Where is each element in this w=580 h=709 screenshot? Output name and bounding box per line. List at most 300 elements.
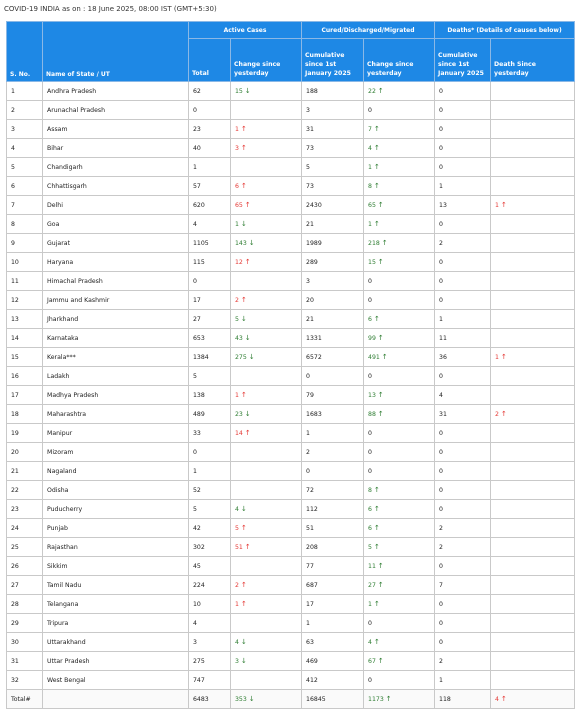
cell-active-total [189, 405, 231, 424]
cell-active-total-value: 1384 [193, 353, 209, 361]
cell-sno [7, 614, 43, 633]
cell-cured-cumulative [302, 690, 364, 709]
cell-active-total [189, 196, 231, 215]
cell-cured-cumulative [302, 177, 364, 196]
header-deaths-group: Deaths* (Details of causes below) [435, 22, 575, 39]
cell-cured-cumulative [302, 538, 364, 557]
cell-cured-cumulative-value: 0 [306, 467, 310, 475]
arrow-up-icon: ↑ [377, 581, 384, 589]
cell-active-total-value: 40 [193, 144, 201, 152]
cell-active-total-value: 1 [193, 467, 197, 475]
arrow-up-icon: ↑ [240, 391, 247, 399]
cell-state-value: Puducherry [47, 505, 83, 513]
arrow-up-icon: ↑ [377, 334, 384, 342]
covid-state-table [6, 21, 575, 709]
cell-active-total [189, 557, 231, 576]
cell-cured-change [364, 310, 435, 329]
cell-deaths-cumulative [435, 139, 491, 158]
cell-state-value: Sikkim [47, 562, 68, 570]
cell-active-change-value: 1 [235, 126, 239, 133]
cell-cured-cumulative-value: 16845 [306, 695, 326, 703]
cell-cured-cumulative-value: 5 [306, 163, 310, 171]
cell-active-change [231, 671, 302, 690]
cell-deaths-change [491, 500, 575, 519]
cell-cured-change [364, 367, 435, 386]
cell-cured-change-value: 0 [368, 676, 372, 684]
cell-sno-value: 30 [11, 638, 19, 646]
cell-active-change-value: 4 [235, 506, 239, 513]
cell-cured-cumulative-value: 73 [306, 144, 314, 152]
cell-active-total [189, 120, 231, 139]
cell-deaths-change [491, 671, 575, 690]
cell-state [43, 158, 189, 177]
cell-deaths-cumulative-value: 0 [439, 296, 443, 304]
cell-cured-cumulative [302, 500, 364, 519]
cell-state-value: Odisha [47, 486, 69, 494]
table-row [7, 576, 575, 595]
cell-active-change [231, 272, 302, 291]
cell-sno-value: 3 [11, 125, 15, 133]
cell-cured-change-value: 5 [368, 544, 372, 551]
cell-active-change-value: 1 [235, 221, 239, 228]
header-active-change: Change since yesterday [231, 39, 302, 82]
cell-state-value: Gujarat [47, 239, 70, 247]
arrow-down-icon: ↓ [244, 334, 251, 342]
cell-deaths-change [491, 652, 575, 671]
cell-deaths-cumulative [435, 481, 491, 500]
cell-cured-change [364, 576, 435, 595]
arrow-up-icon: ↑ [240, 600, 247, 608]
cell-cured-change-value: 0 [368, 372, 372, 380]
cell-sno [7, 519, 43, 538]
cell-state-value: Mizoram [47, 448, 74, 456]
cell-active-change [231, 595, 302, 614]
cell-cured-change [364, 595, 435, 614]
cell-deaths-change [491, 405, 575, 424]
cell-cured-change [364, 538, 435, 557]
arrow-up-icon: ↑ [244, 429, 251, 437]
cell-state [43, 253, 189, 272]
cell-cured-cumulative [302, 272, 364, 291]
cell-deaths-cumulative [435, 196, 491, 215]
cell-active-change-value: 275 [235, 354, 247, 361]
cell-cured-cumulative-value: 51 [306, 524, 314, 532]
cell-deaths-change [491, 177, 575, 196]
cell-state [43, 538, 189, 557]
cell-cured-cumulative [302, 139, 364, 158]
cell-active-change [231, 234, 302, 253]
cell-deaths-change [491, 481, 575, 500]
cell-cured-cumulative-value: 112 [306, 505, 318, 513]
cell-sno [7, 291, 43, 310]
cell-cured-cumulative [302, 348, 364, 367]
cell-cured-change [364, 139, 435, 158]
cell-deaths-change [491, 633, 575, 652]
cell-sno [7, 443, 43, 462]
cell-active-total-value: 57 [193, 182, 201, 190]
cell-active-change-value: 3 [235, 658, 239, 665]
cell-deaths-change-value: 1 [495, 354, 499, 361]
cell-active-total [189, 386, 231, 405]
cell-state-value: Jammu and Kashmir [47, 296, 110, 304]
header-active-total: Total [189, 39, 231, 82]
cell-active-total [189, 367, 231, 386]
cell-sno-value: 26 [11, 562, 19, 570]
cell-sno-value: 22 [11, 486, 19, 494]
arrow-up-icon: ↑ [377, 391, 384, 399]
cell-active-change [231, 690, 302, 709]
header-group-row [7, 22, 575, 39]
cell-active-total [189, 424, 231, 443]
cell-cured-change-value: 65 [368, 202, 376, 209]
arrow-up-icon: ↑ [240, 296, 247, 304]
table-row [7, 500, 575, 519]
cell-cured-change [364, 519, 435, 538]
table-row [7, 310, 575, 329]
cell-deaths-cumulative-value: 1 [439, 182, 443, 190]
header-deaths-change: Death Since yesterday [491, 39, 575, 82]
cell-cured-cumulative-value: 6572 [306, 353, 322, 361]
cell-sno [7, 310, 43, 329]
cell-cured-change [364, 481, 435, 500]
cell-active-total-value: 275 [193, 657, 205, 665]
cell-active-change-value: 143 [235, 240, 247, 247]
cell-deaths-change [491, 253, 575, 272]
cell-deaths-cumulative [435, 538, 491, 557]
cell-sno [7, 272, 43, 291]
cell-active-change-value: 65 [235, 202, 243, 209]
cell-sno-value: 10 [11, 258, 19, 266]
cell-deaths-cumulative [435, 405, 491, 424]
arrow-down-icon: ↓ [248, 353, 255, 361]
cell-deaths-cumulative-value: 0 [439, 258, 443, 266]
cell-active-change-value: 43 [235, 335, 243, 342]
arrow-up-icon: ↑ [377, 258, 384, 266]
table-row [7, 652, 575, 671]
table-row [7, 234, 575, 253]
cell-deaths-change [491, 82, 575, 101]
cell-deaths-cumulative-value: 0 [439, 106, 443, 114]
cell-cured-change [364, 424, 435, 443]
arrow-up-icon: ↑ [381, 239, 388, 247]
cell-state-value: Maharashtra [47, 410, 87, 418]
cell-deaths-cumulative-value: 0 [439, 87, 443, 95]
cell-deaths-cumulative-value: 2 [439, 239, 443, 247]
cell-sno [7, 139, 43, 158]
cell-cured-change-value: 1 [368, 601, 372, 608]
cell-deaths-change [491, 443, 575, 462]
cell-active-total [189, 481, 231, 500]
table-row [7, 595, 575, 614]
arrow-up-icon: ↑ [373, 524, 380, 532]
cell-deaths-cumulative [435, 614, 491, 633]
cell-active-total-value: 4 [193, 220, 197, 228]
cell-cured-cumulative [302, 671, 364, 690]
cell-active-change [231, 405, 302, 424]
cell-cured-change-value: 0 [368, 429, 372, 437]
cell-cured-change-value: 7 [368, 126, 372, 133]
cell-deaths-cumulative [435, 253, 491, 272]
cell-cured-cumulative-value: 72 [306, 486, 314, 494]
cell-active-total [189, 633, 231, 652]
cell-cured-cumulative-value: 2 [306, 448, 310, 456]
table-row [7, 481, 575, 500]
cell-cured-change-value: 22 [368, 88, 376, 95]
cell-cured-cumulative-value: 17 [306, 600, 314, 608]
cell-deaths-cumulative [435, 671, 491, 690]
cell-sno-value: 8 [11, 220, 15, 228]
arrow-up-icon: ↑ [240, 125, 247, 133]
cell-state-value: West Bengal [47, 676, 86, 684]
cell-active-total [189, 690, 231, 709]
cell-deaths-change [491, 120, 575, 139]
cell-state-value: Andhra Pradesh [47, 87, 97, 95]
cell-active-total-value: 747 [193, 676, 205, 684]
arrow-down-icon: ↓ [248, 695, 255, 703]
cell-sno [7, 424, 43, 443]
cell-cured-cumulative-value: 20 [306, 296, 314, 304]
cell-deaths-change [491, 576, 575, 595]
arrow-up-icon: ↑ [373, 638, 380, 646]
cell-cured-cumulative [302, 633, 364, 652]
cell-deaths-cumulative-value: 1 [439, 315, 443, 323]
cell-sno-value: Total# [11, 695, 31, 703]
cell-state-value: Goa [47, 220, 60, 228]
cell-cured-cumulative [302, 367, 364, 386]
cell-state [43, 177, 189, 196]
cell-active-total [189, 177, 231, 196]
cell-cured-cumulative-value: 3 [306, 277, 310, 285]
cell-active-change [231, 386, 302, 405]
cell-state-value: Tamil Nadu [47, 581, 82, 589]
cell-state-value: Rajasthan [47, 543, 78, 551]
cell-sno [7, 633, 43, 652]
cell-sno-value: 29 [11, 619, 19, 627]
cell-active-total-value: 17 [193, 296, 201, 304]
cell-active-change [231, 576, 302, 595]
cell-cured-cumulative-value: 31 [306, 125, 314, 133]
header-cured-cumulative: Cumulative since 1st January 2025 [302, 39, 364, 82]
cell-deaths-cumulative [435, 291, 491, 310]
cell-cured-cumulative-value: 63 [306, 638, 314, 646]
cell-cured-change [364, 82, 435, 101]
cell-deaths-cumulative [435, 120, 491, 139]
cell-active-total-value: 10 [193, 600, 201, 608]
header-deaths-cumulative: Cumulative since 1st January 2025 [435, 39, 491, 82]
cell-deaths-cumulative-value: 0 [439, 467, 443, 475]
cell-sno-value: 7 [11, 201, 15, 209]
table-row [7, 633, 575, 652]
cell-active-total-value: 0 [193, 277, 197, 285]
cell-cured-change [364, 329, 435, 348]
cell-cured-cumulative [302, 196, 364, 215]
cell-cured-cumulative [302, 82, 364, 101]
cell-active-total [189, 310, 231, 329]
total-row [7, 690, 575, 709]
cell-deaths-change [491, 595, 575, 614]
arrow-up-icon: ↑ [377, 410, 384, 418]
cell-deaths-change [491, 462, 575, 481]
cell-cured-change-value: 1 [368, 221, 372, 228]
cell-state [43, 652, 189, 671]
cell-cured-change [364, 671, 435, 690]
cell-deaths-cumulative [435, 272, 491, 291]
cell-state [43, 101, 189, 120]
table-row [7, 614, 575, 633]
cell-active-total-value: 5 [193, 372, 197, 380]
arrow-down-icon: ↓ [244, 410, 251, 418]
table-row [7, 348, 575, 367]
table-row [7, 253, 575, 272]
cell-deaths-cumulative-value: 1 [439, 676, 443, 684]
cell-deaths-cumulative [435, 310, 491, 329]
cell-state [43, 120, 189, 139]
arrow-up-icon: ↑ [240, 581, 247, 589]
cell-deaths-cumulative-value: 11 [439, 334, 447, 342]
cell-sno [7, 481, 43, 500]
cell-deaths-cumulative [435, 519, 491, 538]
cell-sno [7, 595, 43, 614]
cell-sno [7, 386, 43, 405]
cell-deaths-cumulative [435, 690, 491, 709]
arrow-up-icon: ↑ [385, 695, 392, 703]
cell-cured-cumulative-value: 289 [306, 258, 318, 266]
cell-sno-value: 18 [11, 410, 19, 418]
cell-active-change-value: 6 [235, 183, 239, 190]
cell-state-value: Haryana [47, 258, 74, 266]
cell-active-total-value: 62 [193, 87, 201, 95]
cell-deaths-cumulative-value: 7 [439, 581, 443, 589]
cell-active-change [231, 196, 302, 215]
cell-cured-cumulative [302, 253, 364, 272]
table-row [7, 671, 575, 690]
cell-cured-change-value: 4 [368, 639, 372, 646]
cell-active-total-value: 45 [193, 562, 201, 570]
header-state: Name of State / UT [43, 22, 189, 82]
cell-active-total-value: 6483 [193, 695, 209, 703]
cell-active-change-value: 23 [235, 411, 243, 418]
cell-active-total [189, 462, 231, 481]
cell-cured-change-value: 491 [368, 354, 380, 361]
cell-sno [7, 462, 43, 481]
cell-sno-value: 16 [11, 372, 19, 380]
cell-sno-value: 15 [11, 353, 19, 361]
cell-cured-change-value: 11 [368, 563, 376, 570]
cell-active-total-value: 4 [193, 619, 197, 627]
arrow-down-icon: ↓ [240, 220, 247, 228]
table-row [7, 443, 575, 462]
cell-deaths-change [491, 215, 575, 234]
cell-state [43, 633, 189, 652]
cell-deaths-cumulative-value: 0 [439, 277, 443, 285]
cell-active-total [189, 538, 231, 557]
cell-deaths-cumulative [435, 557, 491, 576]
cell-active-total [189, 234, 231, 253]
cell-active-total [189, 215, 231, 234]
cell-sno-value: 9 [11, 239, 15, 247]
cell-active-total [189, 329, 231, 348]
cell-active-change [231, 481, 302, 500]
cell-cured-cumulative-value: 208 [306, 543, 318, 551]
table-row [7, 519, 575, 538]
arrow-up-icon: ↑ [500, 201, 507, 209]
cell-cured-cumulative [302, 424, 364, 443]
cell-state [43, 367, 189, 386]
cell-sno-value: 11 [11, 277, 19, 285]
cell-deaths-cumulative [435, 348, 491, 367]
arrow-up-icon: ↑ [373, 486, 380, 494]
cell-active-change [231, 500, 302, 519]
cell-sno [7, 234, 43, 253]
cell-active-total [189, 443, 231, 462]
cell-deaths-change [491, 424, 575, 443]
cell-cured-change-value: 15 [368, 259, 376, 266]
cell-cured-change [364, 120, 435, 139]
cell-cured-cumulative-value: 0 [306, 372, 310, 380]
cell-cured-change [364, 443, 435, 462]
cell-state [43, 614, 189, 633]
cell-sno [7, 82, 43, 101]
cell-active-change [231, 329, 302, 348]
cell-active-total [189, 595, 231, 614]
cell-cured-cumulative-value: 1683 [306, 410, 322, 418]
cell-deaths-cumulative [435, 101, 491, 120]
table-row [7, 386, 575, 405]
arrow-up-icon: ↑ [373, 125, 380, 133]
cell-deaths-cumulative-value: 0 [439, 372, 443, 380]
cell-active-change [231, 557, 302, 576]
cell-state [43, 329, 189, 348]
cell-deaths-change [491, 557, 575, 576]
table-row [7, 82, 575, 101]
cell-cured-change [364, 253, 435, 272]
cell-active-change [231, 215, 302, 234]
arrow-down-icon: ↓ [240, 505, 247, 513]
cell-cured-change-value: 8 [368, 487, 372, 494]
header-cured-change: Change since yesterday [364, 39, 435, 82]
cell-active-change-value: 51 [235, 544, 243, 551]
table-row [7, 120, 575, 139]
cell-cured-cumulative [302, 576, 364, 595]
cell-active-total-value: 489 [193, 410, 205, 418]
table-row [7, 196, 575, 215]
cell-cured-change [364, 633, 435, 652]
cell-deaths-change [491, 367, 575, 386]
cell-sno [7, 120, 43, 139]
table-row [7, 557, 575, 576]
cell-active-total-value: 620 [193, 201, 205, 209]
cell-state-value: Manipur [47, 429, 73, 437]
table-body [7, 82, 575, 709]
cell-state [43, 215, 189, 234]
cell-deaths-cumulative-value: 0 [439, 448, 443, 456]
cell-deaths-cumulative-value: 0 [439, 125, 443, 133]
cell-active-total [189, 348, 231, 367]
cell-sno-value: 1 [11, 87, 15, 95]
cell-deaths-change [491, 272, 575, 291]
arrow-down-icon: ↓ [248, 239, 255, 247]
arrow-up-icon: ↑ [240, 524, 247, 532]
cell-cured-cumulative-value: 21 [306, 220, 314, 228]
cell-deaths-cumulative [435, 329, 491, 348]
cell-sno-value: 21 [11, 467, 19, 475]
cell-active-total-value: 0 [193, 106, 197, 114]
cell-active-total [189, 671, 231, 690]
covid-table-container [6, 21, 574, 709]
cell-active-change [231, 538, 302, 557]
cell-deaths-cumulative [435, 595, 491, 614]
cell-active-change [231, 82, 302, 101]
